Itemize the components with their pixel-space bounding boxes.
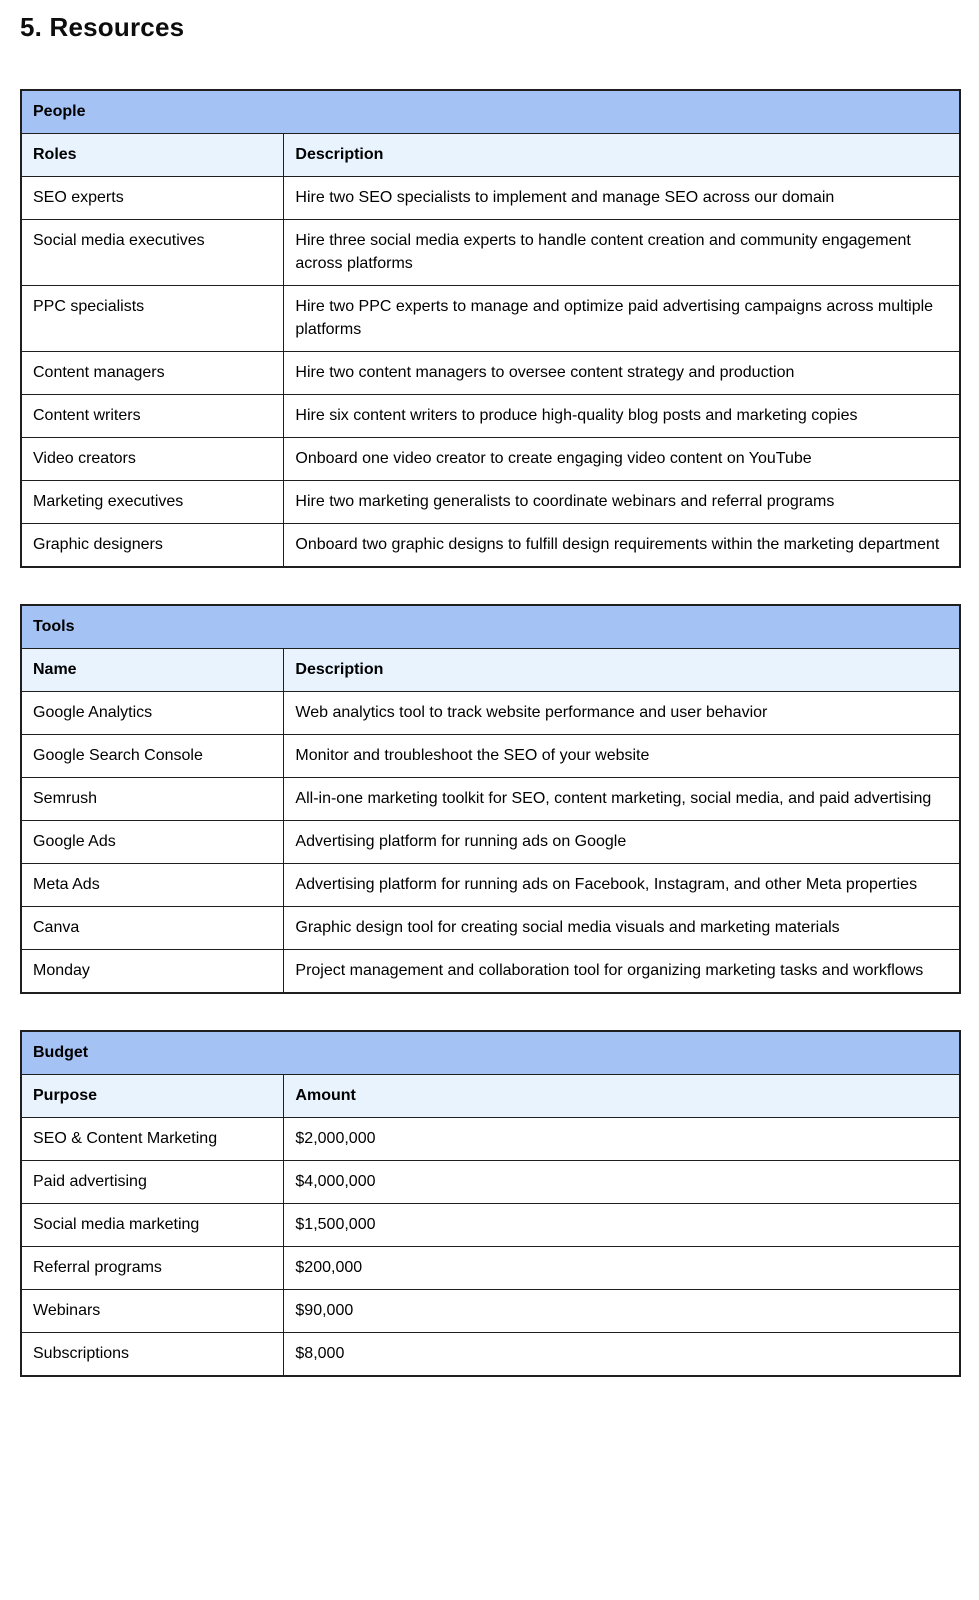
row-value-cell: Hire two PPC experts to manage and optimize paid advertising campaigns across multiple platforms [284,286,960,352]
row-value-cell: Hire two content managers to oversee content strategy and production [284,352,960,395]
page-title: 5. Resources [20,12,185,42]
row-value-cell: Advertising platform for running ads on Facebook, Instagram, and other Meta properties [284,864,960,907]
row-label-cell: Semrush [21,778,284,821]
table-row [21,1290,960,1333]
row-label-cell: Content managers [21,352,284,395]
row-label-cell: Subscriptions [21,1333,284,1377]
table-row [21,821,960,864]
table-title-row [21,605,960,649]
column-header-name: Name [21,649,284,692]
table-row [21,1118,960,1161]
row-value-cell: Hire two SEO specialists to implement and manage SEO across our domain [284,177,960,220]
row-value-cell: $2,000,000 [284,1118,960,1161]
table-row [21,735,960,778]
row-value-cell: Hire six content writers to produce high-quality blog posts and marketing copies [284,395,960,438]
table-tools [20,604,961,994]
table-row [21,286,960,352]
row-label-cell: Graphic designers [21,524,284,568]
tables-container [20,89,961,1377]
table-row [21,481,960,524]
table-row [21,907,960,950]
table-row [21,1247,960,1290]
row-value-cell: Web analytics tool to track website performance and user behavior [284,692,960,735]
row-value-cell: $8,000 [284,1333,960,1377]
row-label-cell: Google Ads [21,821,284,864]
table-row [21,864,960,907]
row-value-cell: Hire three social media experts to handle content creation and community engagement across platforms [284,220,960,286]
column-header-row [21,649,960,692]
column-header-description: Description [284,134,960,177]
row-label-cell: Webinars [21,1290,284,1333]
table-title-row [21,1031,960,1075]
row-label-cell: Meta Ads [21,864,284,907]
row-label-cell: Google Search Console [21,735,284,778]
row-value-cell: Hire two marketing generalists to coordinate webinars and referral programs [284,481,960,524]
table-title-budget: Budget [21,1031,960,1075]
row-label-cell: Social media marketing [21,1204,284,1247]
row-label-cell: Referral programs [21,1247,284,1290]
row-label-cell: Social media executives [21,220,284,286]
table-row [21,395,960,438]
table-row [21,524,960,568]
row-value-cell: $4,000,000 [284,1161,960,1204]
table-row [21,1161,960,1204]
column-header-roles: Roles [21,134,284,177]
row-value-cell: Project management and collaboration tool for organizing marketing tasks and workflows [284,950,960,994]
table-row [21,352,960,395]
row-label-cell: Monday [21,950,284,994]
column-header-description: Description [284,649,960,692]
table-row [21,692,960,735]
row-value-cell: Monitor and troubleshoot the SEO of your website [284,735,960,778]
row-label-cell: PPC specialists [21,286,284,352]
table-title-tools: Tools [21,605,960,649]
column-header-row [21,134,960,177]
row-label-cell: Paid advertising [21,1161,284,1204]
row-value-cell: Onboard two graphic designs to fulfill design requirements within the marketing department [284,524,960,568]
table-row [21,220,960,286]
row-value-cell: $200,000 [284,1247,960,1290]
table-budget [20,1030,961,1377]
row-label-cell: Content writers [21,395,284,438]
table-people [20,89,961,568]
table-row [21,778,960,821]
table-row [21,950,960,994]
row-value-cell: Onboard one video creator to create engaging video content on YouTube [284,438,960,481]
table-row [21,438,960,481]
table-row [21,1204,960,1247]
row-value-cell: $90,000 [284,1290,960,1333]
row-value-cell: Graphic design tool for creating social media visuals and marketing materials [284,907,960,950]
table-title-people: People [21,90,960,134]
row-label-cell: Video creators [21,438,284,481]
column-header-amount: Amount [284,1075,960,1118]
row-label-cell: SEO & Content Marketing [21,1118,284,1161]
row-value-cell: $1,500,000 [284,1204,960,1247]
row-value-cell: Advertising platform for running ads on Google [284,821,960,864]
row-value-cell: All-in-one marketing toolkit for SEO, content marketing, social media, and paid advertising [284,778,960,821]
column-header-row [21,1075,960,1118]
column-header-purpose: Purpose [21,1075,284,1118]
row-label-cell: Canva [21,907,284,950]
row-label-cell: SEO experts [21,177,284,220]
row-label-cell: Marketing executives [21,481,284,524]
table-row [21,1333,960,1377]
row-label-cell: Google Analytics [21,692,284,735]
table-title-row [21,90,960,134]
table-row [21,177,960,220]
